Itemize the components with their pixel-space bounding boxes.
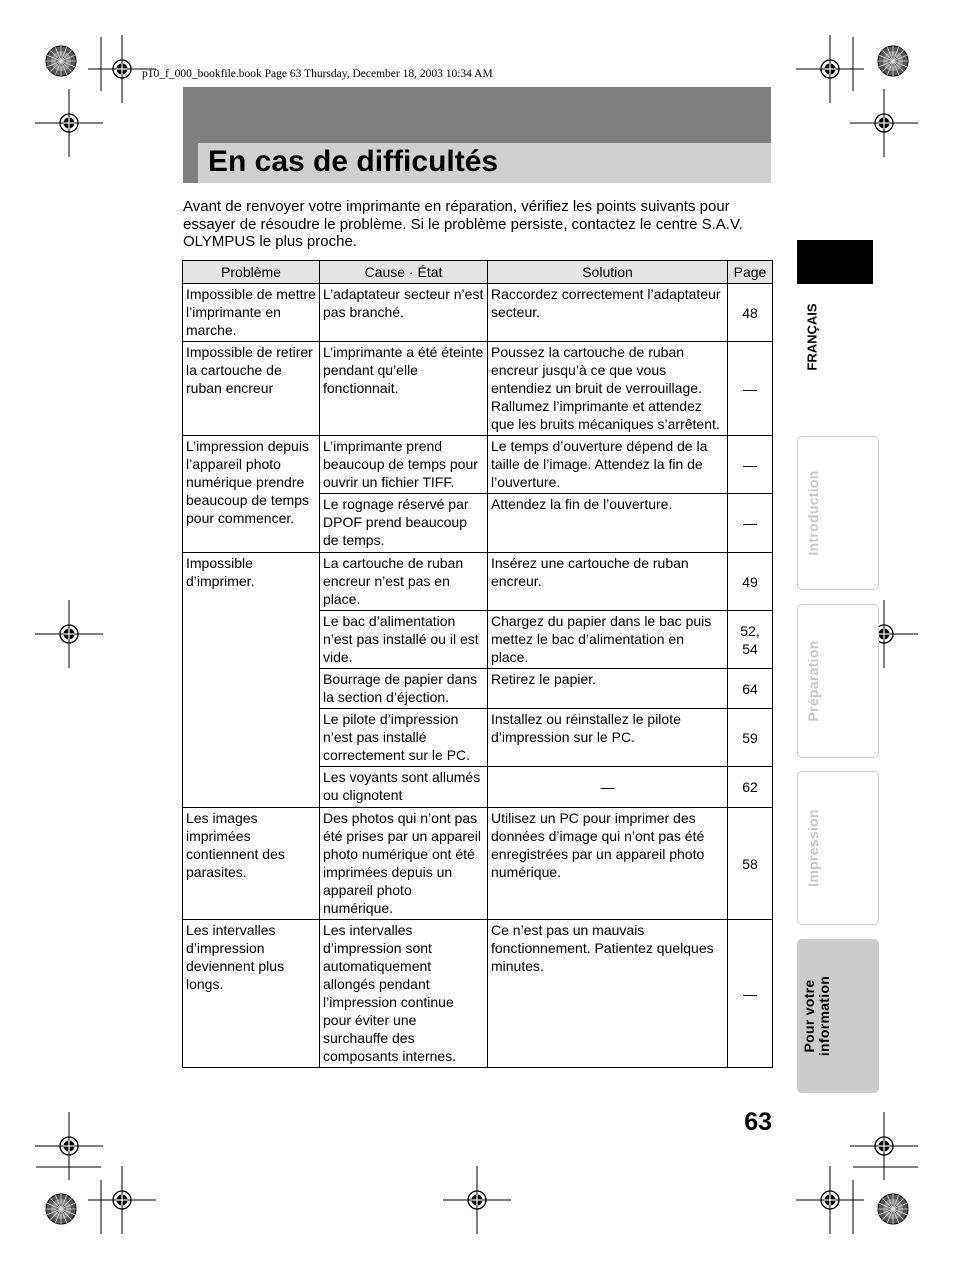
cause-cell: Les voyants sont allumés ou clignotent xyxy=(320,767,488,808)
tab-introduction[interactable] xyxy=(797,436,879,590)
solution-cell: Attendez la fin de l’ouverture. xyxy=(488,494,728,553)
page-cell: — xyxy=(728,436,773,494)
page-value: 54 xyxy=(742,640,758,657)
title-accent xyxy=(183,143,198,183)
page-cell: — xyxy=(728,920,773,1068)
solution-cell: — xyxy=(488,767,728,808)
page-value: 52, xyxy=(740,622,760,639)
cause-cell: L’imprimante prend beaucoup de temps pour ouvrir un fichier TIFF. xyxy=(320,436,488,494)
language-label xyxy=(795,292,829,382)
cause-cell: L’adaptateur secteur n’est pas branché. xyxy=(320,284,488,342)
page-title: En cas de difficultés xyxy=(208,145,499,178)
problem-cell: Impossible de retirer la cartouche de ruban encreur xyxy=(183,342,320,436)
tab-preparation[interactable] xyxy=(797,604,879,758)
table-row xyxy=(183,342,773,436)
language-marker xyxy=(797,240,873,284)
tab-information[interactable] xyxy=(797,939,879,1093)
problem-cell: Les images imprimées contiennent des parasites. xyxy=(183,808,320,920)
cause-cell: Les intervalles d’impression sont automatiquement allongés pendant l’impression continue pour éviter une surchauffe des composants internes. xyxy=(320,920,488,1068)
language-text: FRANÇAIS xyxy=(804,303,820,371)
problem-cell: Impossible d’imprimer. xyxy=(183,553,320,808)
cause-cell: Le pilote d’impression n’est pas installé correctement sur le PC. xyxy=(320,709,488,767)
table-row xyxy=(183,284,773,342)
troubleshooting-table xyxy=(182,260,773,1068)
tab-information-line2: information xyxy=(816,975,832,1057)
page-cell: 48 xyxy=(728,284,773,342)
table-row xyxy=(183,920,773,1068)
page-cell: — xyxy=(728,494,773,553)
problem-cell: Impossible de mettre l’imprimante en marche. xyxy=(183,284,320,342)
solution-cell: Installez ou réinstallez le pilote d’impression sur le PC. xyxy=(488,709,728,767)
problem-cell: Les intervalles d’impression deviennent plus longs. xyxy=(183,920,320,1068)
column-header-problem: Problème xyxy=(183,261,320,284)
solution-cell: Chargez du papier dans le bac puis mettez le bac d’alimentation en place. xyxy=(488,611,728,669)
column-header-solution: Solution xyxy=(488,261,728,284)
table-header-row xyxy=(183,261,773,284)
solution-cell: Le temps d’ouverture dépend de la taille de l’image. Attendez la fin de l’ouverture. xyxy=(488,436,728,494)
column-header-page: Page xyxy=(728,261,773,284)
solution-cell: Raccordez correctement l’adaptateur secteur. xyxy=(488,284,728,342)
tab-preparation-text: Préparation xyxy=(805,640,821,722)
cause-cell: L’imprimante a été éteinte pendant qu’elle fonctionnait. xyxy=(320,342,488,436)
solution-cell: Ce n’est pas un mauvais fonctionnement. Patientez quelques minutes. xyxy=(488,920,728,1068)
solution-cell: Utilisez un PC pour imprimer des données d’image qui n’ont pas été enregistrées par un appareil photo numérique. xyxy=(488,808,728,920)
tab-information-line1: Pour votre xyxy=(801,979,817,1053)
table-row xyxy=(183,436,773,494)
problem-cell: L’impression depuis l’appareil photo numérique prendre beaucoup de temps pour commencer. xyxy=(183,436,320,553)
page-number: 63 xyxy=(744,1108,772,1136)
solution-cell: Poussez la cartouche de ruban encreur jusqu’à ce que vous entendiez un bruit de verrouillage. Rallumez l’imprimante et attendez que les bruits mécaniques s’arrêtent. xyxy=(488,342,728,436)
tab-impression-text: Impression xyxy=(805,809,821,887)
solution-cell: Retirez le papier. xyxy=(488,669,728,709)
print-header: p10_f_000_bookfile.book Page 63 Thursday, December 18, 2003 10:34 AM xyxy=(142,68,493,80)
column-header-cause: Cause · État xyxy=(320,261,488,284)
page-cell: 62 xyxy=(728,767,773,808)
page-cell: 64 xyxy=(728,669,773,709)
title-band xyxy=(183,87,771,143)
table-row xyxy=(183,808,773,920)
solution-cell: Insérez une cartouche de ruban encreur. xyxy=(488,553,728,611)
tab-impression[interactable] xyxy=(797,771,879,925)
tab-introduction-text: Introduction xyxy=(805,470,821,556)
cause-cell: Le rognage réservé par DPOF prend beaucoup de temps. xyxy=(320,494,488,553)
cause-cell: La cartouche de ruban encreur n’est pas en place. xyxy=(320,553,488,611)
intro-paragraph: Avant de renvoyer votre imprimante en réparation, vérifiez les points suivants pour essayer de résoudre le problème. Si le problème persiste, contactez le centre S.A.V. OLYMPUS le plus proche. xyxy=(183,198,743,250)
page-cell: 59 xyxy=(728,709,773,767)
tab-information-text xyxy=(802,976,832,1056)
page-cell xyxy=(728,611,773,669)
cause-cell: Le bac d’alimentation n’est pas installé ou il est vide. xyxy=(320,611,488,669)
table-row xyxy=(183,553,773,611)
cause-cell: Des photos qui n’ont pas été prises par un appareil photo numérique ont été imprimées depuis un appareil photo numérique. xyxy=(320,808,488,920)
cause-cell: Bourrage de papier dans la section d’éjection. xyxy=(320,669,488,709)
page-cell: — xyxy=(728,342,773,436)
page-cell: 58 xyxy=(728,808,773,920)
page-cell: 49 xyxy=(728,553,773,611)
